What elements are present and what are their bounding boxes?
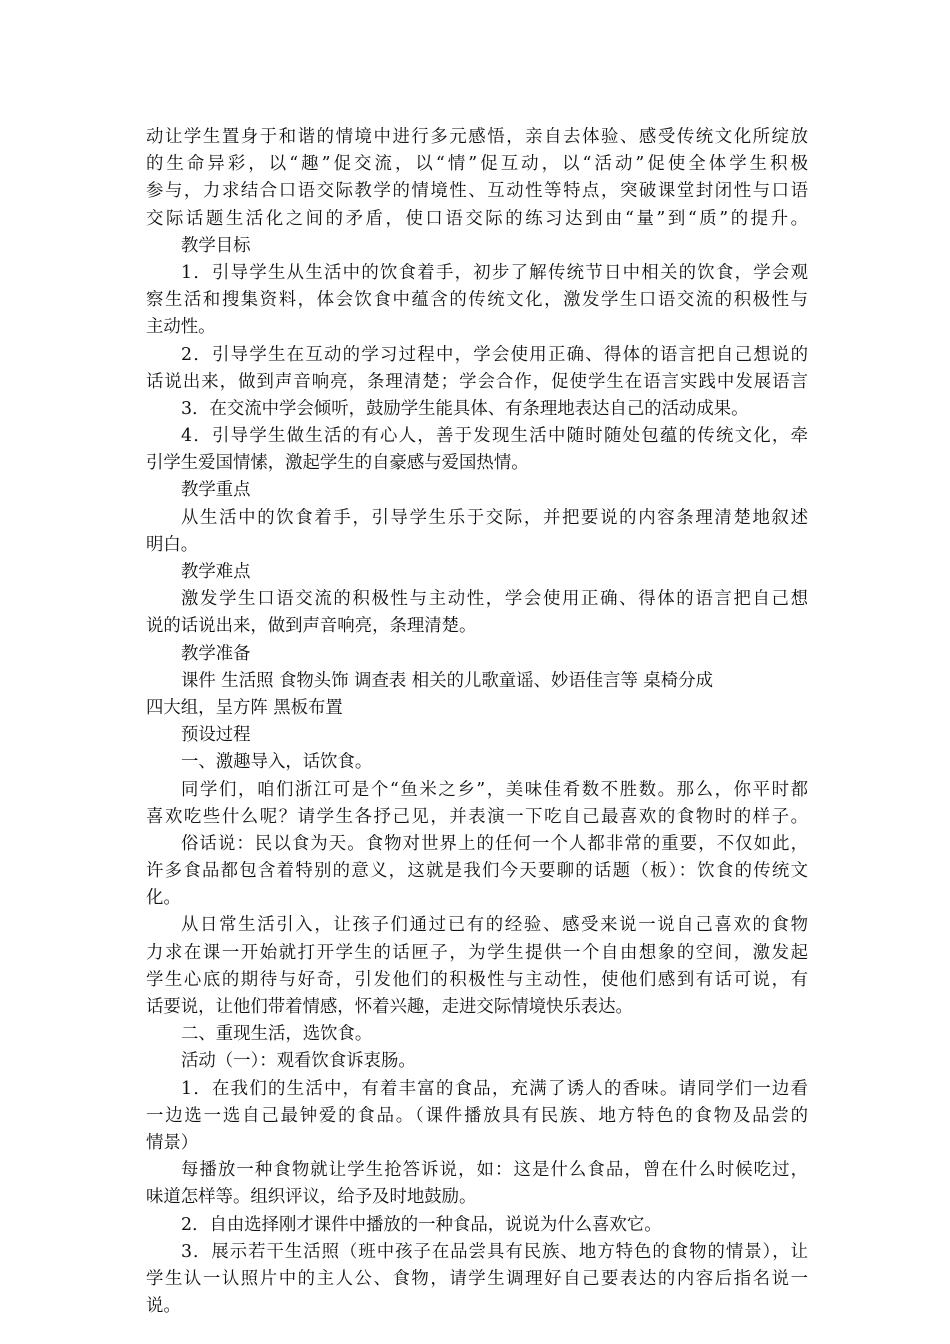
text-line: 情景） bbox=[146, 1132, 199, 1153]
text-line: 2．引导学生在互动的学习过程中，学会使用正确、得体的语言把自己想说的 bbox=[181, 344, 808, 365]
text-line: 从生活中的饮食着手，引导学生乐于交际，并把要说的内容条理清楚地叙述 bbox=[181, 507, 808, 528]
text-line: 的生命异彩，以“趣”促交流，以“情”促互动，以“活动”促使全体学生积极 bbox=[146, 154, 808, 175]
text-line: 化。 bbox=[146, 888, 181, 909]
text-line: 察生活和搜集资料，体会饮食中蕴含的传统文化，激发学生口语交流的积极性与 bbox=[146, 290, 808, 311]
text-line: 激发学生口语交流的积极性与主动性，学会使用正确、得体的语言把自己想 bbox=[181, 589, 808, 610]
text-line: 3．在交流中学会倾听，鼓励学生能具体、有条理地表达自己的活动成果。 bbox=[181, 398, 749, 419]
text-line: 一、激趣导入，话饮食。 bbox=[181, 752, 373, 773]
text-line: 教学重点 bbox=[181, 480, 251, 501]
text-line: 活动（一）：观看饮食诉衷肠。 bbox=[181, 1051, 416, 1072]
document-page bbox=[146, 124, 808, 1320]
text-line: 教学准备 bbox=[181, 643, 251, 664]
text-line: 话说出来，做到声音响亮，条理清楚；学会合作，促使学生在语言实践中发展语言 bbox=[146, 371, 808, 392]
text-line: 学生心底的期待与好奇，引发他们的积极性与主动性，使他们感到有话可说，有 bbox=[146, 969, 808, 990]
text-line: 话要说，让他们带着情感，怀着兴趣，走进交际情境快乐表达。 bbox=[146, 997, 633, 1017]
text-line: 明白。 bbox=[146, 534, 199, 555]
text-line: 教学难点 bbox=[181, 562, 251, 582]
text-line: 许多食品都包含着特别的意义，这就是我们今天要聊的话题（板）：饮食的传统文 bbox=[146, 861, 808, 882]
text-line: 4．引导学生做生活的有心人，善于发现生活中随时随处包蕴的传统文化，牵 bbox=[181, 426, 808, 447]
text-line: 参与，力求结合口语交际教学的情境性、互动性等特点，突破课堂封闭性与口语 bbox=[146, 181, 808, 202]
text-line: 3．展示若干生活照（班中孩子在品尝具有民族、地方特色的食物的情景），让 bbox=[181, 1241, 808, 1262]
text-line: 从日常生活引入，让孩子们通过已有的经验、感受来说一说自己喜欢的食物 bbox=[181, 915, 808, 936]
text-line: 教学目标 bbox=[181, 235, 251, 256]
text-line: 引学生爱国情愫，激起学生的自豪感与爱国热情。 bbox=[146, 453, 529, 474]
text-line: 力求在课一开始就打开学生的话匣子，为学生提供一个自由想象的空间，激发起 bbox=[146, 942, 808, 963]
text-line: 学生认一认照片中的主人公、食物，请学生调理好自己要表达的内容后指名说一 bbox=[146, 1268, 808, 1289]
text-line: 俗话说：民以食为天。食物对世界上的任何一个人都非常的重要，不仅如此， bbox=[181, 833, 808, 854]
text-line: 同学们，咱们浙江可是个“鱼米之乡”，美味佳肴数不胜数。那么，你平时都 bbox=[181, 779, 808, 800]
text-line: 1．在我们的生活中，有着丰富的食品，充满了诱人的香味。请同学们一边看 bbox=[181, 1078, 808, 1099]
text-line: 一边选一选自己最钟爱的食品。（课件播放具有民族、地方特色的食物及品尝的 bbox=[146, 1105, 808, 1126]
text-line: 主动性。 bbox=[146, 317, 216, 338]
text-line: 说的话说出来，做到声音响亮，条理清楚。 bbox=[146, 616, 477, 637]
text-line: 四大组，呈方阵 黑板布置 bbox=[146, 697, 343, 718]
text-line: 预设过程 bbox=[181, 725, 251, 746]
text-line: 动让学生置身于和谐的情境中进行多元感悟，亲自去体验、感受传统文化所绽放 bbox=[146, 127, 808, 147]
text-line: 1．引导学生从生活中的饮食着手，初步了解传统节日中相关的饮食，学会观 bbox=[181, 262, 808, 283]
text-line: 交际话题生活化之间的矛盾，使口语交际的练习达到由“量”到“质”的提升。 bbox=[146, 208, 808, 229]
text-line: 2．自由选择刚才课件中播放的一种食品，说说为什么喜欢它。 bbox=[181, 1214, 662, 1235]
text-line: 课件 生活照 食物头饰 调查表 相关的儿歌童谣、妙语佳言等 桌椅分成 bbox=[181, 670, 713, 691]
text-line: 每播放一种食物就让学生抢答诉说，如：这是什么食品，曾在什么时候吃过， bbox=[181, 1160, 808, 1181]
text-line: 味道怎样等。组织评议，给予及时地鼓励。 bbox=[146, 1187, 477, 1208]
text-line: 说。 bbox=[146, 1296, 181, 1317]
text-line: 喜欢吃些什么呢？请学生各抒己见，并表演一下吃自己最喜欢的食物时的样子。 bbox=[146, 806, 808, 827]
text-line: 二、重现生活，选饮食。 bbox=[181, 1024, 373, 1045]
